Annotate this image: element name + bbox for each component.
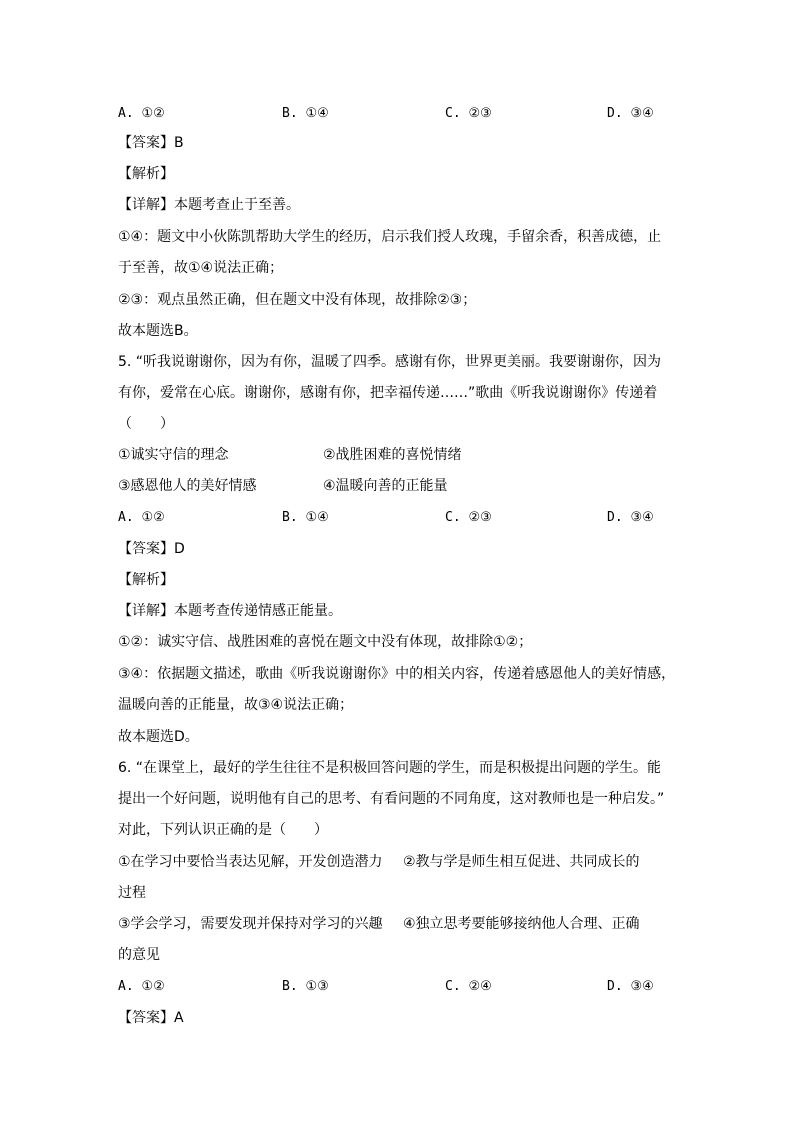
q6-item: ①在学习中要恰当表达见解，开发创造潜力: [118, 854, 383, 870]
answer-label: 【答案】: [118, 541, 174, 557]
q5-line: 故本题选D。: [118, 729, 199, 745]
q5-option-b: B. ①④: [282, 510, 329, 525]
q4-answer: [118, 133, 184, 153]
q6-item: ②教与学是师生相互促进、共同成长的: [403, 854, 640, 870]
q6-option-b: B. ①③: [282, 979, 329, 994]
answer-label: 【答案】: [118, 1010, 174, 1026]
q5-line: ①②：诚实守信、战胜困难的喜悦在题文中没有体现，故排除①②；: [118, 634, 533, 650]
q6-option-d: D. ③④: [607, 979, 654, 994]
q5-answer: [118, 539, 185, 559]
q4-option-a: A. ①②: [118, 106, 165, 121]
q4-line: 故本题选B。: [118, 323, 198, 339]
q5-stem-line: 有你，爱常在心底。谢谢你，感谢有你，把幸福传递……”歌曲《听我说谢谢你》传递着: [118, 385, 658, 401]
q5-option-c: C. ②③: [445, 510, 492, 525]
q5-option-a: A. ①②: [118, 510, 165, 525]
q6-item: ④独立思考要能够接纳他人合理、正确: [403, 916, 640, 932]
answer-value: D: [174, 541, 185, 557]
q5-item: ③感恩他人的美好情感: [118, 478, 257, 494]
q5-item: ②战胜困难的喜悦情绪: [323, 447, 462, 463]
q4-line: 于至善，故①④说法正确；: [118, 260, 284, 276]
detail-label: 【详解】: [118, 603, 174, 619]
q5-line: 温暖向善的正能量，故③④说法正确；: [118, 697, 354, 713]
answer-value: B: [174, 135, 184, 151]
detail-text: 本题考查止于至善。: [174, 197, 300, 213]
q6-option-a: A. ①②: [118, 979, 165, 994]
q6-item-wrap: 过程: [118, 885, 146, 901]
q4-option-d: D. ③④: [607, 106, 654, 121]
q5-detail: [118, 601, 342, 621]
q6-stem-line: 对此，下列认识正确的是（ ）: [118, 822, 328, 838]
q6-option-c: C. ②④: [445, 979, 492, 994]
q4-line: ②③：观点虽然正确，但在题文中没有体现，故排除②③；: [118, 292, 477, 308]
answer-label: 【答案】: [118, 135, 174, 151]
detail-text: 本题考查传递情感正能量。: [174, 603, 342, 619]
q4-line: ①④：题文中小伙陈凯帮助大学生的经历，启示我们授人玫瑰，手留余香，积善成德，止: [118, 229, 662, 245]
q6-item: ③学会学习，需要发现并保持对学习的兴趣: [118, 916, 383, 932]
q5-line: ③④：依据题文描述，歌曲《听我说谢谢你》中的相关内容，传递着感恩他人的美好情感，: [118, 666, 676, 682]
q5-option-d: D. ③④: [607, 510, 654, 525]
q6-stem-line: 提出一个好问题，说明他有自己的思考、有看问题的不同角度，这对教师也是一种启发。”: [118, 791, 665, 807]
answer-value: A: [174, 1010, 184, 1026]
q5-item: ④温暖向善的正能量: [323, 478, 448, 494]
q4-option-b: B. ①④: [282, 106, 329, 121]
q5-item: ①诚实守信的理念: [118, 447, 229, 463]
q4-detail: [118, 195, 300, 215]
q6-item-wrap: 的意见: [118, 947, 160, 963]
q4-analysis-label: 【解析】: [118, 166, 174, 182]
q5-analysis-label: 【解析】: [118, 572, 174, 588]
q6-answer: [118, 1008, 184, 1028]
q5-stem-line: 5. “听我说谢谢你，因为有你，温暖了四季。感谢有你，世界更美丽。我要谢谢你，因为: [118, 354, 662, 370]
q6-stem-line: 6. “在课堂上，最好的学生往往不是积极回答问题的学生，而是积极提出问题的学生。能: [118, 760, 662, 776]
detail-label: 【详解】: [118, 197, 174, 213]
q4-option-c: C. ②③: [445, 106, 492, 121]
q5-stem-line: （ ）: [118, 416, 174, 432]
